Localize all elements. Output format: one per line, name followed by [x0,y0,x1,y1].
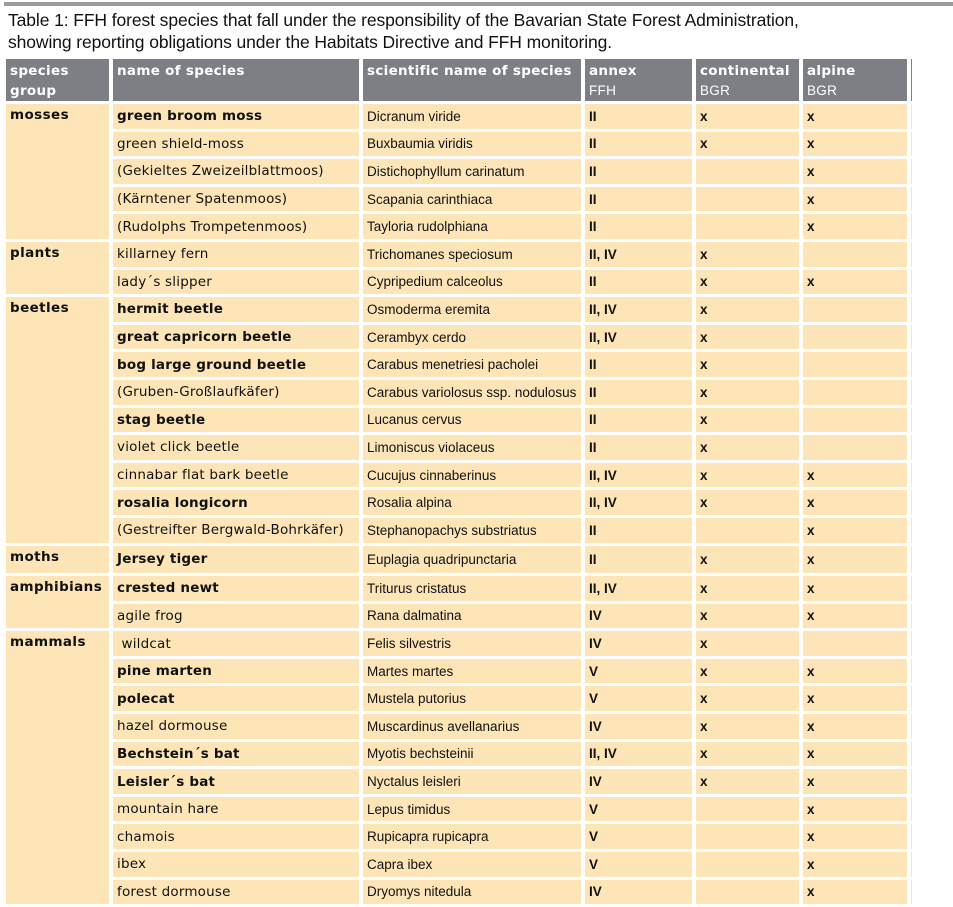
species-name-cell: crested newt [113,576,359,601]
alpine-cell: x [803,104,907,129]
annex-cell: II [585,408,692,433]
table-row [6,490,912,515]
species-name-cell: lady´s slipper [113,270,359,295]
continental-cell: x [696,463,799,488]
alpine-cell [803,325,907,350]
scientific-name-cell: Distichophyllum carinatum [363,159,581,184]
row-edge [911,769,912,794]
header-scientific-name [363,59,581,101]
alpine-cell [803,408,907,433]
alpine-cell: x [803,132,907,157]
header-row [6,59,912,101]
annex-cell: II [585,104,692,129]
continental-cell: x [696,490,799,515]
alpine-cell: x [803,463,907,488]
scientific-name-cell: Tayloria rudolphiana [363,214,581,239]
header-name-label: name of species [117,63,245,79]
scientific-name-cell: Carabus menetriesi pacholei [363,352,581,377]
header-edge [911,59,912,101]
annex-cell: II, IV [585,490,692,515]
species-table [2,56,916,907]
table-row [6,797,912,822]
species-name-cell: Jersey tiger [113,546,359,574]
table-row [6,576,912,601]
annex-cell: II, IV [585,242,692,267]
scientific-name-cell: Cypripedium calceolus [363,270,581,295]
species-name-cell: stag beetle [113,408,359,433]
continental-cell [696,159,799,184]
alpine-cell [803,352,907,377]
table-caption [8,9,948,53]
species-name-cell: ibex [113,852,359,877]
species-name-cell: pine marten [113,659,359,684]
species-name-cell: cinnabar flat bark beetle [113,463,359,488]
annex-cell: IV [585,604,692,629]
species-name-cell: Leisler´s bat [113,769,359,794]
annex-cell: II [585,435,692,460]
scientific-name-cell: Lepus timidus [363,797,581,822]
top-rule [4,2,953,6]
scientific-name-cell: Martes martes [363,659,581,684]
continental-cell: x [696,297,799,322]
annex-cell: V [585,852,692,877]
row-edge [911,714,912,739]
row-edge [911,576,912,601]
continental-cell: x [696,380,799,405]
row-edge [911,408,912,433]
scientific-name-cell: Rosalia alpina [363,490,581,515]
table-row [6,824,912,849]
continental-cell: x [696,686,799,711]
table-row [6,297,912,322]
header-species-group [6,59,109,101]
alpine-cell: x [803,769,907,794]
continental-cell: x [696,769,799,794]
alpine-cell: x [803,187,907,212]
species-name-cell: killarney fern [113,242,359,267]
alpine-cell: x [803,576,907,601]
species-group-cell: moths [6,546,109,574]
species-name-cell: green shield-moss [113,132,359,157]
species-group-cell: beetles [6,297,109,542]
continental-cell: x [696,742,799,767]
species-name-cell: great capricorn beetle [113,325,359,350]
annex-cell: V [585,824,692,849]
alpine-cell: x [803,824,907,849]
row-edge [911,490,912,515]
table-row [6,242,912,267]
header-continental-bgr [696,59,799,101]
row-edge [911,132,912,157]
alpine-cell: x [803,714,907,739]
annex-cell: II [585,132,692,157]
species-name-cell: (Gestreifter Bergwald-Bohrkäfer) [113,518,359,543]
species-name-cell: hazel dormouse [113,714,359,739]
table-row [6,380,912,405]
table-row [6,104,912,129]
row-edge [911,463,912,488]
species-name-cell: hermit beetle [113,297,359,322]
annex-cell: V [585,797,692,822]
annex-cell: II, IV [585,325,692,350]
scientific-name-cell: Dicranum viride [363,104,581,129]
caption-line-1: Table 1: FFH forest species that fall under the responsibility of the Bavarian State Forest Administration, [8,10,799,30]
scientific-name-cell: Cerambyx cerdo [363,325,581,350]
table-row [6,132,912,157]
annex-cell: II [585,352,692,377]
alpine-cell: x [803,659,907,684]
table-row [6,159,912,184]
annex-cell: IV [585,714,692,739]
alpine-cell: x [803,159,907,184]
annex-cell: II [585,159,692,184]
annex-cell: II [585,518,692,543]
scientific-name-cell: Dryomys nitedula [363,880,581,905]
scientific-name-cell: Scapania carinthiaca [363,187,581,212]
scientific-name-cell: Myotis bechsteinii [363,742,581,767]
alpine-cell: x [803,270,907,295]
species-name-cell: violet click beetle [113,435,359,460]
alpine-cell: x [803,742,907,767]
species-name-cell: Bechstein´s bat [113,742,359,767]
annex-cell: II [585,546,692,574]
continental-cell [696,852,799,877]
annex-cell: II [585,214,692,239]
species-name-cell: forest dormouse [113,880,359,905]
alpine-cell: x [803,852,907,877]
annex-cell: II, IV [585,297,692,322]
annex-cell: II, IV [585,463,692,488]
table-row [6,270,912,295]
table-row [6,769,912,794]
continental-cell: x [696,435,799,460]
species-name-cell: mountain hare [113,797,359,822]
table-row [6,659,912,684]
continental-cell: x [696,631,799,656]
continental-cell: x [696,352,799,377]
scientific-name-cell: Limoniscus violaceus [363,435,581,460]
alpine-cell: x [803,686,907,711]
row-edge [911,297,912,322]
scientific-name-cell: Mustela putorius [363,686,581,711]
scientific-name-cell: Cucujus cinnaberinus [363,463,581,488]
continental-cell: x [696,408,799,433]
row-edge [911,270,912,295]
continental-cell: x [696,659,799,684]
table-row [6,435,912,460]
table-row [6,463,912,488]
continental-cell: x [696,104,799,129]
row-edge [911,686,912,711]
continental-cell: x [696,546,799,574]
row-edge [911,742,912,767]
species-name-cell: polecat [113,686,359,711]
table-row [6,352,912,377]
species-name-cell: agile frog [113,604,359,629]
row-edge [911,104,912,129]
scientific-name-cell: Nyctalus leisleri [363,769,581,794]
alpine-cell: x [803,797,907,822]
scientific-name-cell: Felis silvestris [363,631,581,656]
header-alpine-bgr [803,59,907,101]
continental-cell: x [696,270,799,295]
row-edge [911,631,912,656]
continental-cell: x [696,576,799,601]
table-body [6,104,912,904]
annex-cell: II [585,187,692,212]
header-alpine-line2: BGR [807,83,838,98]
row-edge [911,604,912,629]
table-row [6,631,912,656]
alpine-cell: x [803,214,907,239]
species-name-cell: green broom moss [113,104,359,129]
scientific-name-cell: Triturus cristatus [363,576,581,601]
row-edge [911,435,912,460]
header-alpine-line1: alpine [807,63,856,79]
row-edge [911,546,912,574]
species-group-cell: plants [6,242,109,294]
continental-cell [696,518,799,543]
continental-cell: x [696,714,799,739]
row-edge [911,325,912,350]
continental-cell [696,797,799,822]
table-row [6,714,912,739]
annex-cell: V [585,659,692,684]
row-edge [911,187,912,212]
row-edge [911,824,912,849]
continental-cell [696,214,799,239]
scientific-name-cell: Euplagia quadripunctaria [363,546,581,574]
table-row [6,604,912,629]
continental-cell: x [696,132,799,157]
table-row [6,546,912,574]
alpine-cell [803,297,907,322]
species-name-cell: wildcat [113,631,359,656]
species-name-cell: bog large ground beetle [113,352,359,377]
continental-cell: x [696,325,799,350]
row-edge [911,659,912,684]
species-name-cell: rosalia longicorn [113,490,359,515]
table-row [6,325,912,350]
scientific-name-cell: Capra ibex [363,852,581,877]
scientific-name-cell: Rupicapra rupicapra [363,824,581,849]
alpine-cell: x [803,880,907,905]
header-continental-line1: continental [700,63,790,79]
header-species-group-label: species group [10,63,69,99]
table-row [6,408,912,433]
species-group-cell: mosses [6,104,109,239]
species-group-cell: mammals [6,631,109,904]
annex-cell: II, IV [585,742,692,767]
alpine-cell [803,380,907,405]
row-edge [911,242,912,267]
header-name-of-species [113,59,359,101]
header-scientific-label: scientific name of species [367,63,572,79]
row-edge [911,159,912,184]
species-group-cell: amphibians [6,576,109,628]
continental-cell: x [696,242,799,267]
row-edge [911,518,912,543]
continental-cell [696,824,799,849]
header-annex-line1: annex [589,63,637,79]
alpine-cell: x [803,604,907,629]
scientific-name-cell: Muscardinus avellanarius [363,714,581,739]
annex-cell: IV [585,769,692,794]
scientific-name-cell: Osmoderma eremita [363,297,581,322]
row-edge [911,852,912,877]
alpine-cell: x [803,546,907,574]
continental-cell: x [696,604,799,629]
species-name-cell: (Rudolphs Trompetenmoos) [113,214,359,239]
table-row [6,518,912,543]
row-edge [911,352,912,377]
alpine-cell: x [803,490,907,515]
row-edge [911,380,912,405]
alpine-cell [803,631,907,656]
continental-cell [696,187,799,212]
table-row [6,187,912,212]
row-edge [911,214,912,239]
table-row [6,742,912,767]
annex-cell: II [585,380,692,405]
annex-cell: IV [585,880,692,905]
species-name-cell: chamois [113,824,359,849]
caption-line-2: showing reporting obligations under the Habitats Directive and FFH monitoring. [8,32,613,52]
annex-cell: IV [585,631,692,656]
alpine-cell [803,435,907,460]
species-name-cell: (Gruben-Großlaufkäfer) [113,380,359,405]
scientific-name-cell: Lucanus cervus [363,408,581,433]
scientific-name-cell: Trichomanes speciosum [363,242,581,267]
header-annex-ffh [585,59,692,101]
scientific-name-cell: Carabus variolosus ssp. nodulosus [363,380,581,405]
species-name-cell: (Gekieltes Zweizeilblattmoos) [113,159,359,184]
alpine-cell: x [803,518,907,543]
header-continental-line2: BGR [700,83,731,98]
annex-cell: V [585,686,692,711]
scientific-name-cell: Rana dalmatina [363,604,581,629]
table-row [6,686,912,711]
scientific-name-cell: Stephanopachys substriatus [363,518,581,543]
row-edge [911,797,912,822]
table-row [6,852,912,877]
annex-cell: II, IV [585,576,692,601]
header-annex-line2: FFH [589,83,617,98]
species-name-cell: (Kärntener Spatenmoos) [113,187,359,212]
alpine-cell [803,242,907,267]
table-row [6,214,912,239]
annex-cell: II [585,270,692,295]
scientific-name-cell: Buxbaumia viridis [363,132,581,157]
